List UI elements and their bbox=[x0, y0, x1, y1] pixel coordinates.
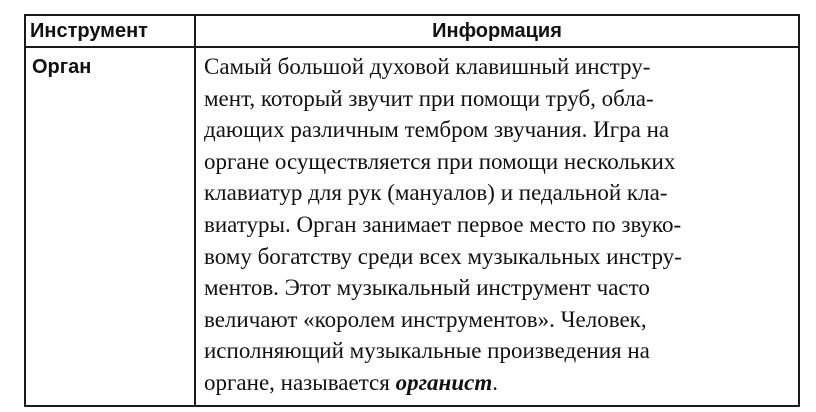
info-text-line: ментов. Этот музыкальный инструмент часто bbox=[204, 275, 650, 301]
instrument-info-cell bbox=[195, 47, 799, 406]
info-text-line: клавиатур для рук (мануалов) и педальной кла- bbox=[204, 180, 668, 206]
info-text-line: органе осуществляется при помощи нескольких bbox=[204, 148, 676, 174]
info-text-line: вому богатству среди всех музыкальных инстру- bbox=[204, 243, 682, 269]
info-text-last-line bbox=[204, 367, 790, 399]
instrument-name-cell: Орган bbox=[25, 47, 195, 406]
last-line-prefix: органе, называется bbox=[204, 369, 396, 395]
instrument-info-table bbox=[24, 14, 800, 407]
info-text-line: Самый большой духовой клавишный инстру- bbox=[204, 54, 651, 79]
info-text-line: мент, который звучит при помощи труб, обла- bbox=[204, 85, 654, 111]
highlighted-term: органист bbox=[395, 369, 493, 395]
last-line-suffix: . bbox=[492, 369, 498, 395]
column-header-instrument: Инструмент bbox=[25, 15, 195, 47]
column-header-info: Информация bbox=[195, 15, 799, 47]
info-text-line: дающих различным тембром звучания. Игра на bbox=[204, 117, 670, 143]
info-text-line: величают «королем инструментов». Человек, bbox=[204, 306, 647, 332]
table-header-row bbox=[25, 15, 799, 47]
info-text-line: исполняющий музыкальные произведения на bbox=[204, 338, 650, 364]
info-text-line: виатуры. Орган занимает первое место по звуко- bbox=[204, 211, 682, 237]
table-row bbox=[25, 47, 799, 406]
